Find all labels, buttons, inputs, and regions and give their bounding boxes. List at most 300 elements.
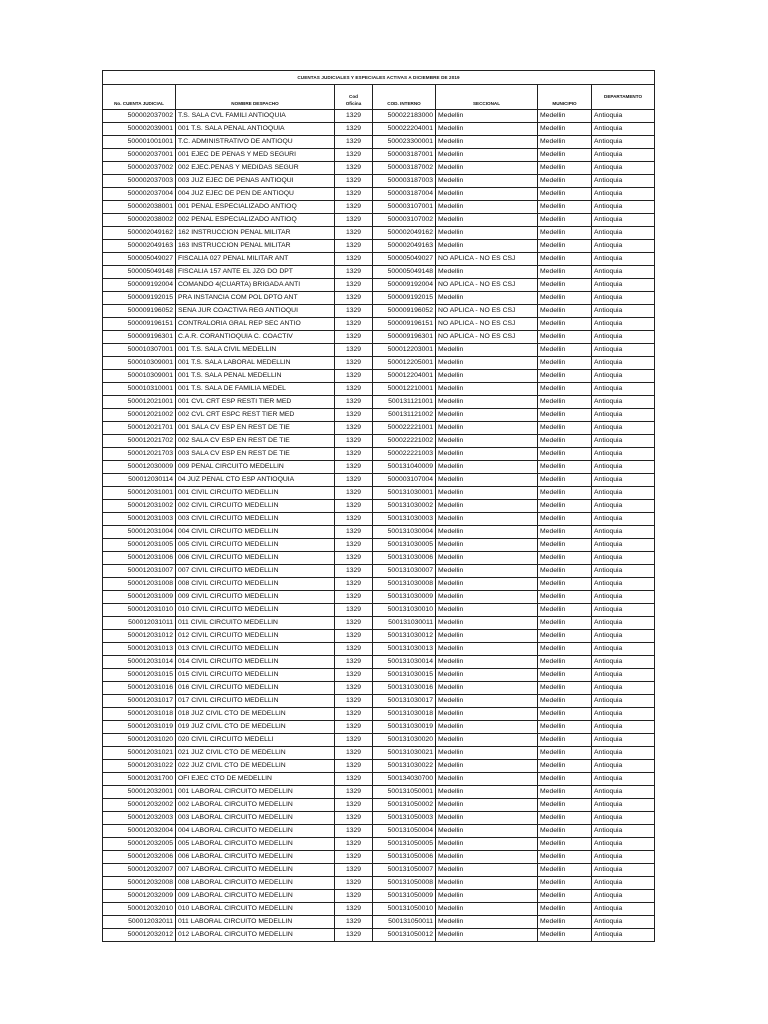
municipio-cell: Medellin [538, 721, 592, 734]
municipio-cell: Medellin [538, 370, 592, 383]
cod-interno-cell: 500131030010 [373, 604, 436, 617]
cod-interno-cell: 500009196301 [373, 331, 436, 344]
header-row [103, 85, 655, 110]
cod-oficina-cell: 1329 [335, 708, 373, 721]
cuenta-cell: 500002037003 [103, 175, 176, 188]
cod-oficina-cell: 1329 [335, 591, 373, 604]
departamento-cell: Antioquia [592, 240, 655, 253]
cuenta-cell: 500012031001 [103, 487, 176, 500]
table-body [103, 110, 655, 942]
departamento-cell: Antioquia [592, 370, 655, 383]
table-row [103, 474, 655, 487]
table-row [103, 786, 655, 799]
cod-interno-cell: 500023300001 [373, 136, 436, 149]
cod-interno-cell: 500012210001 [373, 383, 436, 396]
departamento-cell: Antioquia [592, 812, 655, 825]
cod-oficina-cell: 1329 [335, 487, 373, 500]
table-row [103, 734, 655, 747]
sheet-title: CUENTAS JUDICIALES Y ESPECIALES ACTIVAS A DICIEMBRE DE 2019 [103, 71, 655, 85]
departamento-cell: Antioquia [592, 279, 655, 292]
cod-interno-cell: 500131040009 [373, 461, 436, 474]
cod-interno-cell: 500131050011 [373, 916, 436, 929]
seccional-cell: Medellin [436, 708, 538, 721]
departamento-cell: Antioquia [592, 214, 655, 227]
table-row [103, 838, 655, 851]
cuenta-cell: 500009192004 [103, 279, 176, 292]
departamento-cell: Antioquia [592, 188, 655, 201]
table-row [103, 890, 655, 903]
table-row [103, 630, 655, 643]
municipio-cell: Medellin [538, 292, 592, 305]
municipio-cell: Medellin [538, 773, 592, 786]
municipio-cell: Medellin [538, 240, 592, 253]
municipio-cell: Medellin [538, 903, 592, 916]
table-row [103, 643, 655, 656]
departamento-cell: Antioquia [592, 760, 655, 773]
table-row [103, 305, 655, 318]
municipio-cell: Medellin [538, 214, 592, 227]
cod-oficina-cell: 1329 [335, 123, 373, 136]
departamento-cell: Antioquia [592, 565, 655, 578]
seccional-cell: Medellin [436, 552, 538, 565]
cod-oficina-cell: 1329 [335, 162, 373, 175]
cuenta-cell: 500012031015 [103, 669, 176, 682]
cuenta-cell: 500012031018 [103, 708, 176, 721]
municipio-cell: Medellin [538, 253, 592, 266]
cod-oficina-cell: 1329 [335, 877, 373, 890]
cod-oficina-cell: 1329 [335, 201, 373, 214]
table-row [103, 370, 655, 383]
cod-interno-cell: 500003107002 [373, 214, 436, 227]
cod-oficina-cell: 1329 [335, 435, 373, 448]
table-row [103, 773, 655, 786]
departamento-cell: Antioquia [592, 708, 655, 721]
departamento-cell: Antioquia [592, 201, 655, 214]
cod-interno-cell: 500131030019 [373, 721, 436, 734]
departamento-cell: Antioquia [592, 292, 655, 305]
cuenta-cell: 500012031017 [103, 695, 176, 708]
table-row [103, 448, 655, 461]
seccional-cell: Medellin [436, 149, 538, 162]
seccional-cell: Medellin [436, 695, 538, 708]
nombre-cell: 001 T.S. SALA LABORAL MEDELLIN [176, 357, 335, 370]
cod-oficina-cell: 1329 [335, 227, 373, 240]
table-row [103, 344, 655, 357]
nombre-cell: 012 CIVIL CIRCUITO MEDELLIN [176, 630, 335, 643]
table-row [103, 240, 655, 253]
table-row [103, 877, 655, 890]
departamento-cell: Antioquia [592, 318, 655, 331]
nombre-cell: FISCALIA 157 ANTE EL JZG DO DPT [176, 266, 335, 279]
cod-oficina-cell: 1329 [335, 396, 373, 409]
municipio-cell: Medellin [538, 591, 592, 604]
cod-oficina-cell: 1329 [335, 331, 373, 344]
departamento-cell: Antioquia [592, 825, 655, 838]
cuenta-cell: 500012031012 [103, 630, 176, 643]
table-row [103, 539, 655, 552]
cod-oficina-cell: 1329 [335, 630, 373, 643]
cuenta-cell: 500002049162 [103, 227, 176, 240]
nombre-cell: 04 JUZ PENAL CTO ESP ANTIOQUIA [176, 474, 335, 487]
departamento-cell: Antioquia [592, 149, 655, 162]
seccional-cell: Medellin [436, 773, 538, 786]
departamento-cell: Antioquia [592, 799, 655, 812]
municipio-cell: Medellin [538, 526, 592, 539]
cod-oficina-cell: 1329 [335, 916, 373, 929]
cod-interno-cell: 500009192015 [373, 292, 436, 305]
municipio-cell: Medellin [538, 656, 592, 669]
accounts-table [102, 70, 655, 942]
cod-oficina-cell: 1329 [335, 279, 373, 292]
header-cuenta: No. CUENTA JUDICIAL [103, 85, 176, 110]
nombre-cell: 004 JUZ EJEC DE PEN DE ANTIOQU [176, 188, 335, 201]
header-departamento: DEPARTAMENTO [592, 85, 655, 110]
departamento-cell: Antioquia [592, 409, 655, 422]
cuenta-cell: 500010307001 [103, 344, 176, 357]
cod-interno-cell: 500012204001 [373, 370, 436, 383]
header-municipio: MUNICIPIO [538, 85, 592, 110]
cod-interno-cell: 500022183000 [373, 110, 436, 123]
table-row [103, 513, 655, 526]
table-row [103, 656, 655, 669]
cuenta-cell: 500012032007 [103, 864, 176, 877]
cod-oficina-cell: 1329 [335, 838, 373, 851]
table-row [103, 253, 655, 266]
seccional-cell: Medellin [436, 292, 538, 305]
departamento-cell: Antioquia [592, 773, 655, 786]
seccional-cell: Medellin [436, 357, 538, 370]
seccional-cell: Medellin [436, 669, 538, 682]
nombre-cell: 012 LABORAL CIRCUITO MEDELLIN [176, 929, 335, 942]
cod-interno-cell: 500131030005 [373, 539, 436, 552]
municipio-cell: Medellin [538, 630, 592, 643]
nombre-cell: 002 EJEC.PENAS Y MEDIDAS SEGUR [176, 162, 335, 175]
seccional-cell: Medellin [436, 448, 538, 461]
seccional-cell: Medellin [436, 123, 538, 136]
table-row [103, 617, 655, 630]
cuenta-cell: 500012031020 [103, 734, 176, 747]
departamento-cell: Antioquia [592, 500, 655, 513]
cod-interno-cell: 500003187001 [373, 149, 436, 162]
table-row [103, 526, 655, 539]
cuenta-cell: 500005049027 [103, 253, 176, 266]
cod-oficina-cell: 1329 [335, 656, 373, 669]
municipio-cell: Medellin [538, 136, 592, 149]
seccional-cell: Medellin [436, 422, 538, 435]
seccional-cell: Medellin [436, 864, 538, 877]
cod-oficina-cell: 1329 [335, 214, 373, 227]
table-row [103, 214, 655, 227]
nombre-cell: 004 CIVIL CIRCUITO MEDELLIN [176, 526, 335, 539]
nombre-cell: 014 CIVIL CIRCUITO MEDELLIN [176, 656, 335, 669]
departamento-cell: Antioquia [592, 604, 655, 617]
cuenta-cell: 500012032008 [103, 877, 176, 890]
municipio-cell: Medellin [538, 890, 592, 903]
table-row [103, 929, 655, 942]
municipio-cell: Medellin [538, 552, 592, 565]
departamento-cell: Antioquia [592, 331, 655, 344]
table-row [103, 500, 655, 513]
nombre-cell: 009 CIVIL CIRCUITO MEDELLIN [176, 591, 335, 604]
nombre-cell: OFI EJEC CTO DE MEDELLIN [176, 773, 335, 786]
cod-interno-cell: 500022221003 [373, 448, 436, 461]
cuenta-cell: 500012031003 [103, 513, 176, 526]
cod-interno-cell: 500131030002 [373, 500, 436, 513]
nombre-cell: 019 JUZ CIVIL CTO DE MEDELLIN [176, 721, 335, 734]
departamento-cell: Antioquia [592, 539, 655, 552]
cod-interno-cell: 500131030003 [373, 513, 436, 526]
cod-interno-cell: 500131030017 [373, 695, 436, 708]
seccional-cell: Medellin [436, 201, 538, 214]
municipio-cell: Medellin [538, 708, 592, 721]
municipio-cell: Medellin [538, 474, 592, 487]
municipio-cell: Medellin [538, 344, 592, 357]
municipio-cell: Medellin [538, 487, 592, 500]
header-cod-oficina [335, 85, 373, 110]
nombre-cell: 002 PENAL ESPECIALIZADO ANTIOQ [176, 214, 335, 227]
table-row [103, 409, 655, 422]
departamento-cell: Antioquia [592, 110, 655, 123]
table-row [103, 708, 655, 721]
nombre-cell: 007 CIVIL CIRCUITO MEDELLIN [176, 565, 335, 578]
departamento-cell: Antioquia [592, 487, 655, 500]
municipio-cell: Medellin [538, 604, 592, 617]
departamento-cell: Antioquia [592, 721, 655, 734]
nombre-cell: 001 PENAL ESPECIALIZADO ANTIOQ [176, 201, 335, 214]
departamento-cell: Antioquia [592, 175, 655, 188]
table-row [103, 812, 655, 825]
seccional-cell: Medellin [436, 513, 538, 526]
cod-oficina-cell: 1329 [335, 552, 373, 565]
cod-oficina-cell: 1329 [335, 786, 373, 799]
seccional-cell: Medellin [436, 188, 538, 201]
nombre-cell: PRA INSTANCIA COM POL DPTO ANT [176, 292, 335, 305]
table-row [103, 201, 655, 214]
cuenta-cell: 500012031005 [103, 539, 176, 552]
municipio-cell: Medellin [538, 825, 592, 838]
seccional-cell: Medellin [436, 643, 538, 656]
cod-interno-cell: 500005049148 [373, 266, 436, 279]
cod-oficina-cell: 1329 [335, 344, 373, 357]
seccional-cell: Medellin [436, 812, 538, 825]
seccional-cell: NO APLICA - NO ES CSJ [436, 253, 538, 266]
cuenta-cell: 500002038001 [103, 201, 176, 214]
seccional-cell: Medellin [436, 682, 538, 695]
departamento-cell: Antioquia [592, 656, 655, 669]
cuenta-cell: 500012021703 [103, 448, 176, 461]
nombre-cell: 002 CVL CRT ESPC REST TIER MED [176, 409, 335, 422]
nombre-cell: 017 CIVIL CIRCUITO MEDELLIN [176, 695, 335, 708]
cod-oficina-cell: 1329 [335, 188, 373, 201]
nombre-cell: 007 LABORAL CIRCUITO MEDELLIN [176, 864, 335, 877]
cod-oficina-cell: 1329 [335, 409, 373, 422]
seccional-cell: Medellin [436, 396, 538, 409]
cod-interno-cell: 500131121001 [373, 396, 436, 409]
table-row [103, 682, 655, 695]
cod-oficina-cell: 1329 [335, 266, 373, 279]
table-row [103, 318, 655, 331]
nombre-cell: 015 CIVIL CIRCUITO MEDELLIN [176, 669, 335, 682]
seccional-cell: Medellin [436, 916, 538, 929]
seccional-cell: Medellin [436, 227, 538, 240]
cod-interno-cell: 500134030700 [373, 773, 436, 786]
cod-oficina-cell: 1329 [335, 695, 373, 708]
municipio-cell: Medellin [538, 539, 592, 552]
cuenta-cell: 500002037001 [103, 149, 176, 162]
cod-oficina-cell: 1329 [335, 422, 373, 435]
nombre-cell: CONTRALORIA GRAL REP SEC ANTIO [176, 318, 335, 331]
cuenta-cell: 500012031022 [103, 760, 176, 773]
cuenta-cell: 500012031021 [103, 747, 176, 760]
nombre-cell: COMANDO 4(CUARTA) BRIGADA ANTI [176, 279, 335, 292]
table-row [103, 695, 655, 708]
departamento-cell: Antioquia [592, 851, 655, 864]
municipio-cell: Medellin [538, 123, 592, 136]
nombre-cell: 001 T.S. SALA CIVIL MEDELLIN [176, 344, 335, 357]
municipio-cell: Medellin [538, 318, 592, 331]
cuenta-cell: 500012021002 [103, 409, 176, 422]
seccional-cell: Medellin [436, 435, 538, 448]
cuenta-cell: 500012032004 [103, 825, 176, 838]
municipio-cell: Medellin [538, 747, 592, 760]
seccional-cell: Medellin [436, 786, 538, 799]
nombre-cell: 001 LABORAL CIRCUITO MEDELLIN [176, 786, 335, 799]
municipio-cell: Medellin [538, 617, 592, 630]
municipio-cell: Medellin [538, 422, 592, 435]
seccional-cell: Medellin [436, 110, 538, 123]
cod-interno-cell: 500131030008 [373, 578, 436, 591]
municipio-cell: Medellin [538, 565, 592, 578]
departamento-cell: Antioquia [592, 617, 655, 630]
nombre-cell: FISCALIA 027 PENAL MILITAR ANT [176, 253, 335, 266]
cuenta-cell: 500012031700 [103, 773, 176, 786]
departamento-cell: Antioquia [592, 552, 655, 565]
nombre-cell: 004 LABORAL CIRCUITO MEDELLIN [176, 825, 335, 838]
cuenta-cell: 500012031013 [103, 643, 176, 656]
seccional-cell: Medellin [436, 656, 538, 669]
cod-interno-cell: 500131050005 [373, 838, 436, 851]
cuenta-cell: 500012031006 [103, 552, 176, 565]
departamento-cell: Antioquia [592, 630, 655, 643]
nombre-cell: 008 LABORAL CIRCUITO MEDELLIN [176, 877, 335, 890]
seccional-cell: Medellin [436, 526, 538, 539]
cod-oficina-cell: 1329 [335, 799, 373, 812]
cod-oficina-cell: 1329 [335, 305, 373, 318]
cod-oficina-cell: 1329 [335, 812, 373, 825]
municipio-cell: Medellin [538, 110, 592, 123]
municipio-cell: Medellin [538, 162, 592, 175]
table-row [103, 175, 655, 188]
nombre-cell: 009 LABORAL CIRCUITO MEDELLIN [176, 890, 335, 903]
seccional-cell: Medellin [436, 721, 538, 734]
table-row [103, 799, 655, 812]
cod-oficina-cell: 1329 [335, 565, 373, 578]
cod-oficina-cell: 1329 [335, 526, 373, 539]
table-row [103, 123, 655, 136]
cuenta-cell: 500012031011 [103, 617, 176, 630]
municipio-cell: Medellin [538, 279, 592, 292]
cod-interno-cell: 500131050004 [373, 825, 436, 838]
cod-interno-cell: 500003107004 [373, 474, 436, 487]
departamento-cell: Antioquia [592, 591, 655, 604]
municipio-cell: Medellin [538, 578, 592, 591]
cod-oficina-cell: 1329 [335, 929, 373, 942]
municipio-cell: Medellin [538, 682, 592, 695]
departamento-cell: Antioquia [592, 643, 655, 656]
nombre-cell: 021 JUZ CIVIL CTO DE MEDELLIN [176, 747, 335, 760]
departamento-cell: Antioquia [592, 695, 655, 708]
cod-interno-cell: 500131030013 [373, 643, 436, 656]
cuenta-cell: 500002038002 [103, 214, 176, 227]
table-row [103, 461, 655, 474]
cod-oficina-cell: 1329 [335, 253, 373, 266]
cuenta-cell: 500009196301 [103, 331, 176, 344]
municipio-cell: Medellin [538, 760, 592, 773]
cod-oficina-cell: 1329 [335, 149, 373, 162]
cod-oficina-cell: 1329 [335, 175, 373, 188]
nombre-cell: 010 LABORAL CIRCUITO MEDELLIN [176, 903, 335, 916]
cod-interno-cell: 500131050007 [373, 864, 436, 877]
cuenta-cell: 500002037002 [103, 110, 176, 123]
cod-interno-cell: 500009196052 [373, 305, 436, 318]
table-row [103, 747, 655, 760]
cod-interno-cell: 500131030004 [373, 526, 436, 539]
municipio-cell: Medellin [538, 500, 592, 513]
nombre-cell: 010 CIVIL CIRCUITO MEDELLIN [176, 604, 335, 617]
cuenta-cell: 500012021001 [103, 396, 176, 409]
municipio-cell: Medellin [538, 786, 592, 799]
nombre-cell: 009 PENAL CIRCUITO MEDELLIN [176, 461, 335, 474]
seccional-cell: Medellin [436, 591, 538, 604]
cod-oficina-cell: 1329 [335, 136, 373, 149]
seccional-cell: NO APLICA - NO ES CSJ [436, 318, 538, 331]
seccional-cell: Medellin [436, 266, 538, 279]
seccional-cell: Medellin [436, 162, 538, 175]
municipio-cell: Medellin [538, 227, 592, 240]
departamento-cell: Antioquia [592, 747, 655, 760]
cod-oficina-cell: 1329 [335, 721, 373, 734]
seccional-cell: Medellin [436, 487, 538, 500]
municipio-cell: Medellin [538, 201, 592, 214]
nombre-cell: 002 SALA CV ESP EN REST DE TIE [176, 435, 335, 448]
seccional-cell: NO APLICA - NO ES CSJ [436, 331, 538, 344]
cuenta-cell: 500002049163 [103, 240, 176, 253]
seccional-cell: Medellin [436, 474, 538, 487]
cod-interno-cell: 500131121002 [373, 409, 436, 422]
cod-interno-cell: 500131050010 [373, 903, 436, 916]
departamento-cell: Antioquia [592, 838, 655, 851]
cod-interno-cell: 500003187003 [373, 175, 436, 188]
cod-oficina-cell: 1329 [335, 513, 373, 526]
nombre-cell: 022 JUZ CIVIL CTO DE MEDELLIN [176, 760, 335, 773]
cuenta-cell: 500010309001 [103, 357, 176, 370]
nombre-cell: 006 LABORAL CIRCUITO MEDELLIN [176, 851, 335, 864]
cuenta-cell: 500012021701 [103, 422, 176, 435]
departamento-cell: Antioquia [592, 916, 655, 929]
seccional-cell: Medellin [436, 500, 538, 513]
cod-interno-cell: 500003107001 [373, 201, 436, 214]
cod-interno-cell: 500005049027 [373, 253, 436, 266]
nombre-cell: 001 T.S. SALA PENAL MEDELLIN [176, 370, 335, 383]
cod-interno-cell: 500131030020 [373, 734, 436, 747]
table-row [103, 357, 655, 370]
cod-interno-cell: 500131030015 [373, 669, 436, 682]
table-row [103, 266, 655, 279]
municipio-cell: Medellin [538, 305, 592, 318]
cuenta-cell: 500012031019 [103, 721, 176, 734]
cuenta-cell: 500005049148 [103, 266, 176, 279]
cod-interno-cell: 500022221001 [373, 422, 436, 435]
